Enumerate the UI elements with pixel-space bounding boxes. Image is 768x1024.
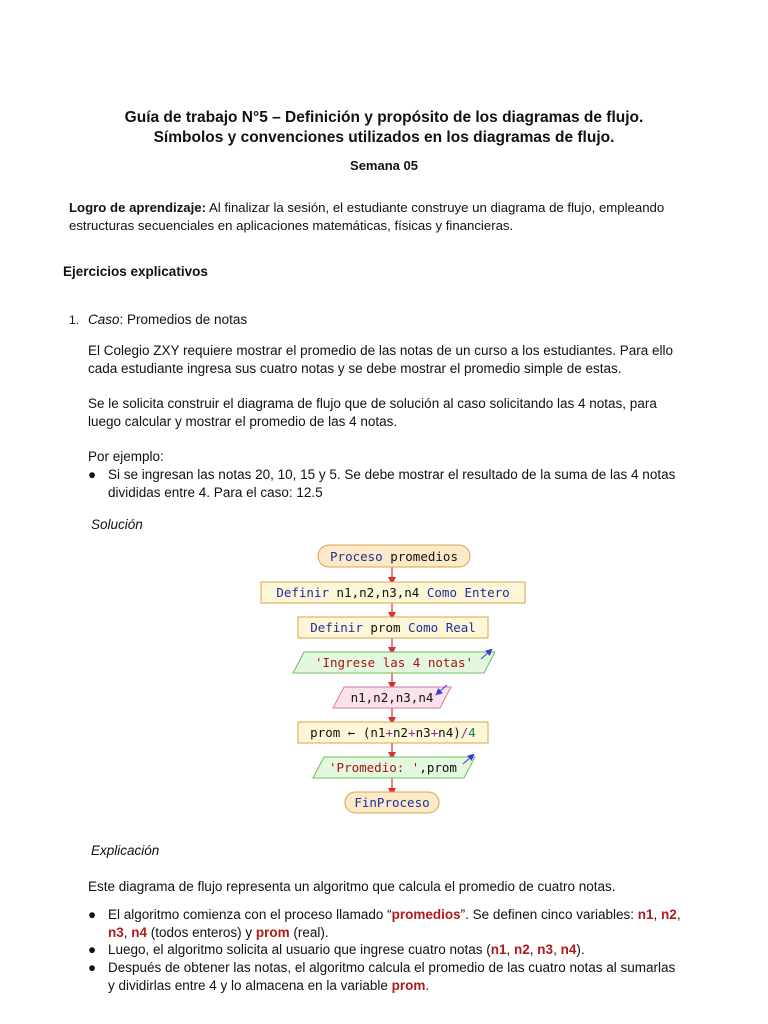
flowchart [0,535,768,835]
example-line-1: Si se ingresan las notas 20, 10, 15 y 5. Se debe mostrar el resultado de la suma de las 4 notas [108,467,676,482]
explanation-label: Explicación [91,843,160,858]
case-description [88,342,708,378]
section-title: Ejercicios explicativos [63,264,208,279]
case-description-line-2: cada estudiante ingresa sus cuatro notas y se debe mostrar el promedio simple de estas. [88,361,622,376]
svg-text:Proceso promedios: Proceso promedios [330,549,458,564]
title-line-1: Guía de trabajo N°5 – Definición y propósito de los diagramas de flujo. [124,109,644,126]
document-title [40,108,728,148]
explanation-intro: Este diagrama de flujo representa un algoritmo que calcula el promedio de cuatro notas. [88,879,616,894]
learning-outcome [69,199,709,235]
svg-text:Definir n1,n2,n3,n4 Como Enter: Definir n1,n2,n3,n4 Como Entero [276,585,510,600]
document-page: Guía de trabajo N°5 – Definición y propósito de los diagramas de flujo. Símbolos y convenciones utilizados en los diagramas de flujo. Semana 05 Logro de aprendizaje: Al finalizar la sesión, el estudiante construye un diagrama de flujo, empleando estructuras secuenciales en aplicaciones matemáticas, físicas y financieras. Ejercicios explicativos 1. Caso: Promedios de notas El Colegio ZXY requiere mostrar el promedio de las notas de un curso a los estudiantes. Para ello cada estudiante ingresa sus cuatro notas y se debe mostrar el promedio simple de estas. Se le solicita construir el diagrama de flujo que de solución al caso solicitando las 4 notas, para luego calcular y mostrar el promedio de las 4 notas. Por ejemplo: ● Si se ingresan las notas 20, 10, 15 y 5. Se debe mostrar el resultado de la suma de las 4 notas divididas entre 4. Para el caso: 12.5 Solución Proceso promedios Definir n1,n2,n3,n4 Como Entero Definir prom Como Real 'Ingrese las 4 notas' n1,n2,n3,n4 prom ← (n1+n2+n3+n4)/4 'Promedio: ',prom FinProceso Explicación Este diagrama de flujo representa un algoritmo que calcula el promedio de cuatro notas. ● El algoritmo comienza con el proceso llamado “promedios”. Se definen cinco variables: n1, n2, n3, n4 (todos enteros) y prom (real). ● Luego, el algoritmo solicita al usuario que ingrese cuatro notas (n1, n2, n3, n4). ● Después de obtener las notas, el algoritmo calcula el promedio de las cuatro notas al sumarlas y dividirlas entre 4 y lo almacena en la variable prom. [0,0,768,1024]
case-heading [69,312,247,327]
example-label: Por ejemplo: [88,449,164,464]
case-request [88,395,708,431]
flow-output-prompt [293,651,495,673]
case-label: Caso [88,312,120,327]
flow-start [318,545,470,567]
learning-outcome-label: Logro de aprendizaje: [69,200,207,215]
week-label: Semana 05 [350,158,418,173]
flow-output-result [313,756,475,778]
bullet-dot: ● [88,907,97,922]
svg-text:FinProceso: FinProceso [354,795,430,810]
learning-outcome-text-2: estructuras secuenciales en aplicaciones matemáticas, físicas y financieras. [69,218,514,233]
svg-text:Definir prom Como Real: Definir prom Como Real [310,620,476,635]
case-description-line-1: El Colegio ZXY requiere mostrar el promedio de las notas de un curso a los estudiantes. Para ello [88,343,674,358]
case-request-line-2: luego calcular y mostrar el promedio de las 4 notas. [88,414,398,429]
example-line-2: divididas entre 4. Para el caso: 12.5 [108,485,323,500]
bullet-dot: ● [88,467,97,482]
svg-text:'Promedio: ',prom: 'Promedio: ',prom [329,760,457,775]
case-title: : Promedios de notas [119,312,248,327]
flow-define-integers [261,582,525,603]
flow-assign-average [298,722,488,743]
flow-end [345,792,439,813]
case-number: 1. [69,313,80,327]
svg-text:n1,n2,n3,n4: n1,n2,n3,n4 [350,690,434,705]
case-request-line-1: Se le solicita construir el diagrama de flujo que de solución al caso solicitando las 4 notas, para [88,396,657,411]
solution-label: Solución [91,517,143,532]
bullet-dot: ● [88,942,97,957]
title-line-2: Símbolos y convenciones utilizados en los diagramas de flujo. [153,129,615,146]
learning-outcome-text-1: Al finalizar la sesión, el estudiante construye un diagrama de flujo, empleando [206,200,665,215]
svg-text:prom ← (n1+n2+n3+n4)/4: prom ← (n1+n2+n3+n4)/4 [310,725,476,740]
bullet-dot: ● [88,960,97,975]
svg-text:'Ingrese las 4 notas': 'Ingrese las 4 notas' [314,655,474,670]
flow-input-notes [333,685,451,708]
flow-define-real [298,617,488,638]
